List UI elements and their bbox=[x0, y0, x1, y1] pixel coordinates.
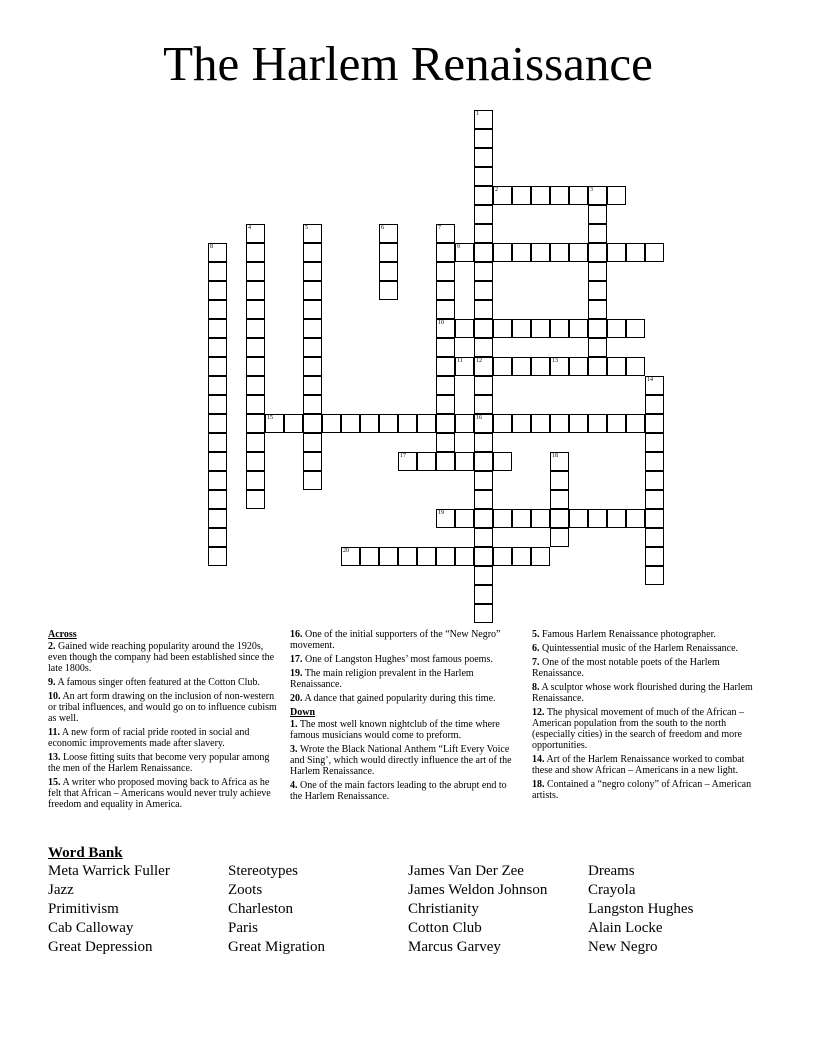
grid-cell[interactable] bbox=[493, 509, 512, 528]
word-bank-item: Great Migration bbox=[228, 939, 326, 955]
word-bank-column-1 bbox=[48, 862, 170, 957]
grid-cell[interactable] bbox=[474, 490, 493, 509]
grid-cell[interactable] bbox=[246, 338, 265, 357]
grid-cell[interactable] bbox=[436, 281, 455, 300]
grid-cell[interactable] bbox=[341, 547, 360, 566]
grid-cell[interactable] bbox=[588, 224, 607, 243]
grid-cell[interactable] bbox=[645, 433, 664, 452]
grid-cell[interactable] bbox=[626, 509, 645, 528]
clue-down-1: 1. The most well known nightclub of the time where famous musicians would come to preform. bbox=[290, 719, 500, 741]
grid-cell[interactable] bbox=[303, 338, 322, 357]
grid-cell[interactable] bbox=[588, 186, 607, 205]
grid-cell[interactable] bbox=[455, 357, 474, 376]
cell-number: 8 bbox=[210, 244, 213, 250]
grid-cell[interactable] bbox=[417, 414, 436, 433]
grid-cell[interactable] bbox=[588, 414, 607, 433]
grid-cell[interactable] bbox=[417, 452, 436, 471]
grid-cell[interactable] bbox=[474, 262, 493, 281]
grid-cell[interactable] bbox=[208, 528, 227, 547]
grid-cell[interactable] bbox=[588, 205, 607, 224]
across-heading: Across bbox=[48, 629, 77, 640]
grid-cell[interactable] bbox=[531, 186, 550, 205]
grid-cell[interactable] bbox=[436, 243, 455, 262]
clue-across-19: 19. The main religion prevalent in the Harlem Renaissance. bbox=[290, 668, 474, 690]
clue-across-2: 2. Gained wide reaching popularity around the 1920s, even though the company had been established since the late 1800s. bbox=[48, 641, 275, 674]
grid-cell[interactable] bbox=[569, 357, 588, 376]
grid-cell[interactable] bbox=[208, 414, 227, 433]
grid-cell[interactable] bbox=[512, 414, 531, 433]
clue-down-4: 4. One of the main factors leading to the abrupt end to the Harlem Renaissance. bbox=[290, 780, 507, 802]
grid-cell[interactable] bbox=[379, 243, 398, 262]
grid-cell[interactable] bbox=[645, 490, 664, 509]
grid-cell[interactable] bbox=[360, 414, 379, 433]
grid-cell[interactable] bbox=[436, 509, 455, 528]
clue-across-11: 11. A new form of racial pride rooted in social and economic improvements made after slavery. bbox=[48, 727, 250, 749]
grid-cell[interactable] bbox=[569, 319, 588, 338]
cell-number: 14 bbox=[647, 377, 653, 383]
grid-cell[interactable] bbox=[208, 490, 227, 509]
grid-cell[interactable] bbox=[284, 414, 303, 433]
grid-cell[interactable] bbox=[474, 186, 493, 205]
grid-cell[interactable] bbox=[246, 471, 265, 490]
word-bank-item: Meta Warrick Fuller bbox=[48, 863, 170, 879]
grid-cell[interactable] bbox=[474, 547, 493, 566]
grid-cell[interactable] bbox=[607, 509, 626, 528]
clues-column-1 bbox=[48, 629, 278, 813]
grid-cell[interactable] bbox=[569, 186, 588, 205]
grid-cell[interactable] bbox=[379, 547, 398, 566]
grid-cell[interactable] bbox=[569, 243, 588, 262]
grid-cell[interactable] bbox=[474, 357, 493, 376]
cell-number: 5 bbox=[305, 225, 308, 231]
cell-number: 2 bbox=[495, 187, 498, 193]
down-heading: Down bbox=[290, 707, 316, 718]
grid-cell[interactable] bbox=[512, 319, 531, 338]
word-bank-item: Cab Calloway bbox=[48, 920, 134, 936]
grid-cell[interactable] bbox=[436, 338, 455, 357]
word-bank-item: Christianity bbox=[408, 901, 479, 917]
grid-cell[interactable] bbox=[474, 414, 493, 433]
grid-cell[interactable] bbox=[303, 319, 322, 338]
grid-cell[interactable] bbox=[208, 319, 227, 338]
grid-cell[interactable] bbox=[436, 547, 455, 566]
grid-cell[interactable] bbox=[645, 509, 664, 528]
grid-cell[interactable] bbox=[645, 471, 664, 490]
cell-number: 10 bbox=[438, 320, 444, 326]
grid-cell[interactable] bbox=[455, 509, 474, 528]
word-bank-item: James Van Der Zee bbox=[408, 863, 524, 879]
grid-cell[interactable] bbox=[474, 452, 493, 471]
cell-number: 7 bbox=[438, 225, 441, 231]
grid-cell[interactable] bbox=[417, 547, 436, 566]
page-title: The Harlem Renaissance bbox=[163, 36, 653, 91]
grid-cell[interactable] bbox=[436, 395, 455, 414]
grid-cell[interactable] bbox=[531, 357, 550, 376]
grid-cell[interactable] bbox=[436, 319, 455, 338]
grid-cell[interactable] bbox=[474, 509, 493, 528]
clue-down-7: 7. One of the most notable poets of the Harlem Renaissance. bbox=[532, 657, 720, 679]
grid-cell[interactable] bbox=[531, 414, 550, 433]
grid-cell[interactable] bbox=[436, 414, 455, 433]
grid-cell[interactable] bbox=[474, 528, 493, 547]
clue-across-15: 15. A writer who proposed moving back to Africa as he felt that African – Americans would never truly achieve freedom and equality in America. bbox=[48, 777, 271, 810]
word-bank-item: Langston Hughes bbox=[588, 901, 694, 917]
clue-across-17: 17. One of Langston Hughes’ most famous poems. bbox=[290, 654, 493, 665]
grid-cell[interactable] bbox=[569, 414, 588, 433]
grid-cell[interactable] bbox=[208, 262, 227, 281]
grid-cell[interactable] bbox=[645, 547, 664, 566]
grid-cell[interactable] bbox=[588, 300, 607, 319]
grid-cell[interactable] bbox=[474, 338, 493, 357]
cell-number: 3 bbox=[590, 187, 593, 193]
grid-cell[interactable] bbox=[208, 243, 227, 262]
word-bank-item: Cotton Club bbox=[408, 920, 482, 936]
grid-cell[interactable] bbox=[588, 357, 607, 376]
grid-cell[interactable] bbox=[531, 547, 550, 566]
cell-number: 6 bbox=[381, 225, 384, 231]
grid-cell[interactable] bbox=[455, 547, 474, 566]
grid-cell[interactable] bbox=[645, 566, 664, 585]
cell-number: 19 bbox=[438, 510, 444, 516]
grid-cell[interactable] bbox=[474, 395, 493, 414]
word-bank-item: James Weldon Johnson bbox=[408, 882, 548, 898]
grid-cell[interactable] bbox=[645, 243, 664, 262]
grid-cell[interactable] bbox=[512, 357, 531, 376]
grid-cell[interactable] bbox=[474, 243, 493, 262]
clue-down-8: 8. A sculptor whose work flourished during the Harlem Renaissance. bbox=[532, 682, 753, 704]
grid-cell[interactable] bbox=[208, 547, 227, 566]
grid-cell[interactable] bbox=[246, 490, 265, 509]
grid-cell[interactable] bbox=[398, 547, 417, 566]
word-bank-item: Primitivism bbox=[48, 901, 119, 917]
grid-cell[interactable] bbox=[550, 490, 569, 509]
word-bank-column-3 bbox=[408, 862, 547, 957]
grid-cell[interactable] bbox=[474, 319, 493, 338]
grid-cell[interactable] bbox=[588, 243, 607, 262]
grid-cell[interactable] bbox=[436, 376, 455, 395]
grid-cell[interactable] bbox=[645, 414, 664, 433]
clue-down-18: 18. Contained a “negro colony” of African – American artists. bbox=[532, 779, 752, 801]
cell-number: 18 bbox=[552, 453, 558, 459]
grid-cell[interactable] bbox=[607, 243, 626, 262]
grid-cell[interactable] bbox=[208, 509, 227, 528]
grid-cell[interactable] bbox=[474, 167, 493, 186]
grid-cell[interactable] bbox=[455, 319, 474, 338]
cell-number: 16 bbox=[476, 415, 482, 421]
grid-cell[interactable] bbox=[455, 452, 474, 471]
grid-cell[interactable] bbox=[303, 300, 322, 319]
grid-cell[interactable] bbox=[550, 452, 569, 471]
grid-cell[interactable] bbox=[246, 452, 265, 471]
grid-cell[interactable] bbox=[607, 414, 626, 433]
grid-cell[interactable] bbox=[398, 414, 417, 433]
grid-cell[interactable] bbox=[360, 547, 379, 566]
grid-cell[interactable] bbox=[550, 471, 569, 490]
grid-cell[interactable] bbox=[588, 509, 607, 528]
grid-cell[interactable] bbox=[588, 319, 607, 338]
word-bank-item: Zoots bbox=[228, 882, 263, 898]
grid-cell[interactable] bbox=[474, 205, 493, 224]
grid-cell[interactable] bbox=[436, 262, 455, 281]
grid-cell[interactable] bbox=[550, 509, 569, 528]
grid-cell[interactable] bbox=[303, 243, 322, 262]
word-bank-item: Marcus Garvey bbox=[408, 939, 501, 955]
grid-cell[interactable] bbox=[246, 357, 265, 376]
word-bank-title: Word Bank bbox=[48, 845, 123, 861]
grid-cell[interactable] bbox=[474, 148, 493, 167]
clue-across-13: 13. Loose fitting suits that become very popular among the men of the Harlem Renaissance. bbox=[48, 752, 270, 774]
grid-cell[interactable] bbox=[645, 376, 664, 395]
word-bank-column-4 bbox=[588, 862, 693, 957]
grid-cell[interactable] bbox=[303, 281, 322, 300]
grid-cell[interactable] bbox=[208, 452, 227, 471]
cell-number: 17 bbox=[400, 453, 406, 459]
grid-cell[interactable] bbox=[626, 414, 645, 433]
grid-cell[interactable] bbox=[379, 224, 398, 243]
grid-cell[interactable] bbox=[474, 433, 493, 452]
grid-cell[interactable] bbox=[208, 300, 227, 319]
grid-cell[interactable] bbox=[398, 452, 417, 471]
grid-cell[interactable] bbox=[550, 319, 569, 338]
grid-cell[interactable] bbox=[474, 300, 493, 319]
clue-down-3: 3. Wrote the Black National Anthem “Lift Every Voice and Sing’, which would directly influence the art of the Harlem Renaissance. bbox=[290, 744, 512, 777]
word-bank-item: New Negro bbox=[588, 939, 658, 955]
grid-cell[interactable] bbox=[303, 414, 322, 433]
clue-across-10: 10. An art form drawing on the inclusion of non-western or tribal influences, and would go on to influence cubism as well. bbox=[48, 691, 277, 724]
cell-number: 11 bbox=[457, 358, 463, 364]
grid-cell[interactable] bbox=[531, 509, 550, 528]
grid-cell[interactable] bbox=[550, 357, 569, 376]
clue-down-5: 5. Famous Harlem Renaissance photographer. bbox=[532, 629, 716, 640]
cell-number: 20 bbox=[343, 548, 349, 554]
grid-cell[interactable] bbox=[607, 319, 626, 338]
grid-cell[interactable] bbox=[474, 129, 493, 148]
grid-cell[interactable] bbox=[474, 376, 493, 395]
grid-cell[interactable] bbox=[322, 414, 341, 433]
grid-cell[interactable] bbox=[303, 262, 322, 281]
grid-cell[interactable] bbox=[246, 262, 265, 281]
grid-cell[interactable] bbox=[379, 281, 398, 300]
grid-cell[interactable] bbox=[474, 224, 493, 243]
grid-cell[interactable] bbox=[436, 357, 455, 376]
grid-cell[interactable] bbox=[208, 395, 227, 414]
grid-cell[interactable] bbox=[512, 186, 531, 205]
grid-cell[interactable] bbox=[474, 585, 493, 604]
grid-cell[interactable] bbox=[208, 471, 227, 490]
grid-cell[interactable] bbox=[246, 281, 265, 300]
grid-cell[interactable] bbox=[436, 433, 455, 452]
grid-cell[interactable] bbox=[493, 319, 512, 338]
grid-cell[interactable] bbox=[303, 433, 322, 452]
grid-cell[interactable] bbox=[379, 414, 398, 433]
cell-number: 15 bbox=[267, 415, 273, 421]
grid-cell[interactable] bbox=[626, 243, 645, 262]
grid-cell[interactable] bbox=[531, 319, 550, 338]
clue-across-9: 9. A famous singer often featured at the Cotton Club. bbox=[48, 677, 260, 688]
word-bank-item: Great Depression bbox=[48, 939, 153, 955]
grid-cell[interactable] bbox=[208, 376, 227, 395]
grid-cell[interactable] bbox=[569, 509, 588, 528]
grid-cell[interactable] bbox=[493, 186, 512, 205]
grid-cell[interactable] bbox=[493, 452, 512, 471]
grid-cell[interactable] bbox=[512, 509, 531, 528]
word-bank-item: Paris bbox=[228, 920, 258, 936]
grid-cell[interactable] bbox=[550, 414, 569, 433]
grid-cell[interactable] bbox=[550, 243, 569, 262]
cell-number: 12 bbox=[476, 358, 482, 364]
grid-cell[interactable] bbox=[208, 338, 227, 357]
word-bank-item: Crayola bbox=[588, 882, 636, 898]
grid-cell[interactable] bbox=[474, 566, 493, 585]
word-bank-item: Dreams bbox=[588, 863, 635, 879]
grid-cell[interactable] bbox=[246, 376, 265, 395]
grid-cell[interactable] bbox=[588, 338, 607, 357]
grid-cell[interactable] bbox=[588, 281, 607, 300]
grid-cell[interactable] bbox=[303, 224, 322, 243]
grid-cell[interactable] bbox=[303, 376, 322, 395]
grid-cell[interactable] bbox=[436, 300, 455, 319]
grid-cell[interactable] bbox=[246, 300, 265, 319]
grid-cell[interactable] bbox=[341, 414, 360, 433]
word-bank-item: Charleston bbox=[228, 901, 293, 917]
clues-column-2 bbox=[290, 629, 520, 805]
cell-number: 9 bbox=[457, 244, 460, 250]
grid-cell[interactable] bbox=[208, 357, 227, 376]
grid-cell[interactable] bbox=[531, 243, 550, 262]
grid-cell[interactable] bbox=[645, 452, 664, 471]
grid-cell[interactable] bbox=[474, 471, 493, 490]
grid-cell[interactable] bbox=[246, 319, 265, 338]
grid-cell[interactable] bbox=[512, 547, 531, 566]
grid-cell[interactable] bbox=[246, 395, 265, 414]
grid-cell[interactable] bbox=[474, 604, 493, 623]
grid-cell[interactable] bbox=[303, 471, 322, 490]
grid-cell[interactable] bbox=[607, 186, 626, 205]
grid-cell[interactable] bbox=[303, 395, 322, 414]
word-bank-item: Alain Locke bbox=[588, 920, 663, 936]
grid-cell[interactable] bbox=[246, 433, 265, 452]
grid-cell[interactable] bbox=[303, 452, 322, 471]
grid-cell[interactable] bbox=[246, 414, 265, 433]
grid-cell[interactable] bbox=[208, 433, 227, 452]
grid-cell[interactable] bbox=[626, 319, 645, 338]
grid-cell[interactable] bbox=[493, 547, 512, 566]
grid-cell[interactable] bbox=[550, 186, 569, 205]
cell-number: 1 bbox=[476, 111, 479, 117]
grid-cell[interactable] bbox=[455, 414, 474, 433]
clue-across-20: 20. A dance that gained popularity during this time. bbox=[290, 693, 496, 704]
cell-number: 4 bbox=[248, 225, 251, 231]
grid-cell[interactable] bbox=[550, 528, 569, 547]
grid-cell[interactable] bbox=[379, 262, 398, 281]
clue-down-6: 6. Quintessential music of the Harlem Renaissance. bbox=[532, 643, 739, 654]
grid-cell[interactable] bbox=[208, 281, 227, 300]
grid-cell[interactable] bbox=[493, 414, 512, 433]
grid-cell[interactable] bbox=[626, 357, 645, 376]
word-bank-item: Stereotypes bbox=[228, 863, 298, 879]
grid-cell[interactable] bbox=[493, 357, 512, 376]
grid-cell[interactable] bbox=[607, 357, 626, 376]
grid-cell[interactable] bbox=[246, 243, 265, 262]
clue-down-14: 14. Art of the Harlem Renaissance worked to combat these and show African – Americans in a new light. bbox=[532, 754, 745, 776]
grid-cell[interactable] bbox=[493, 243, 512, 262]
grid-cell[interactable] bbox=[474, 110, 493, 129]
cell-number: 13 bbox=[552, 358, 558, 364]
clue-down-12: 12. The physical movement of much of the African – American population from the south to the north (especially cities) in the search of freedom and more opportunities. bbox=[532, 707, 744, 751]
grid-cell[interactable] bbox=[436, 224, 455, 243]
grid-cell[interactable] bbox=[588, 262, 607, 281]
grid-cell[interactable] bbox=[455, 243, 474, 262]
word-bank-item: Jazz bbox=[48, 882, 74, 898]
grid-cell[interactable] bbox=[645, 395, 664, 414]
grid-cell[interactable] bbox=[303, 357, 322, 376]
clue-across-16: 16. One of the initial supporters of the “New Negro” movement. bbox=[290, 629, 501, 651]
grid-cell[interactable] bbox=[474, 281, 493, 300]
word-bank-column-2 bbox=[228, 862, 325, 957]
clues-column-3 bbox=[532, 629, 762, 804]
grid-cell[interactable] bbox=[265, 414, 284, 433]
grid-cell[interactable] bbox=[512, 243, 531, 262]
grid-cell[interactable] bbox=[645, 528, 664, 547]
grid-cell[interactable] bbox=[436, 452, 455, 471]
grid-cell[interactable] bbox=[246, 224, 265, 243]
